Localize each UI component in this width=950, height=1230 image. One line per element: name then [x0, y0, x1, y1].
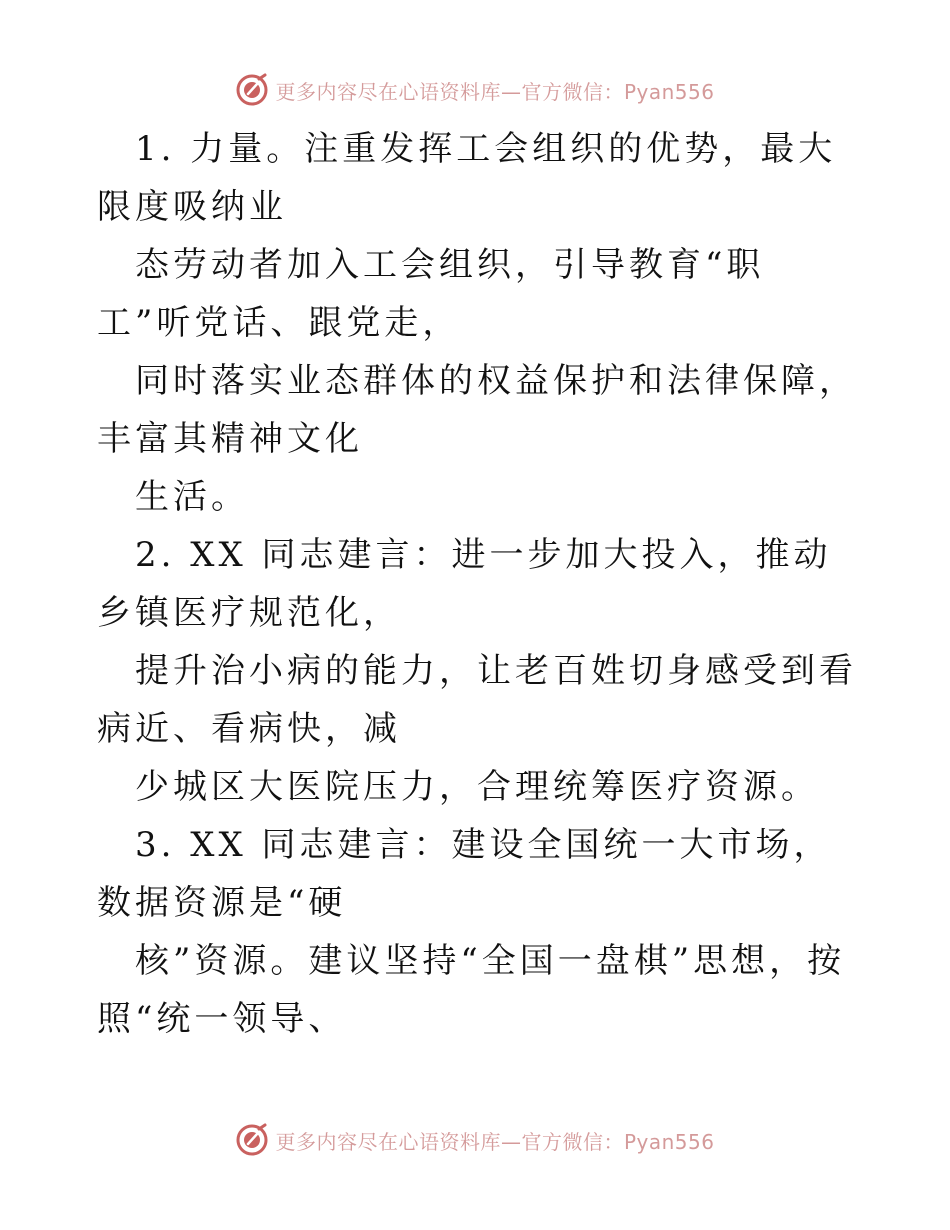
paragraph-4: 生活。	[135, 477, 249, 517]
document-body	[97, 120, 857, 1048]
paragraph-1: 1. 力量。注重发挥工会组织的优势，最大限度吸纳业	[97, 129, 837, 227]
footer-watermark-text: 更多内容尽在心语资料库—官方微信：Pyan556	[275, 1129, 715, 1154]
paragraph-6: 提升治小病的能力，让老百姓切身感受到看病近、看病快，减	[97, 651, 857, 749]
paragraph-5: 2. XX 同志建言：进一步加大投入，推动乡镇医疗规范化，	[97, 535, 832, 633]
paragraph-8: 3. XX 同志建言：建设全国统一大市场，数据资源是“硬	[97, 825, 832, 923]
seal-logo-icon	[235, 73, 269, 107]
paragraph-9: 核”资源。建议坚持“全国一盘棋”思想，按照“统一领导、	[97, 941, 846, 1039]
footer-watermark	[0, 1120, 950, 1160]
paragraph-3: 同时落实业态群体的权益保护和法律保障，丰富其精神文化	[97, 361, 857, 459]
header-watermark-text: 更多内容尽在心语资料库—官方微信：Pyan556	[275, 79, 715, 104]
paragraph-2: 态劳动者加入工会组织，引导教育“职工”听党话、跟党走，	[97, 245, 765, 343]
seal-logo-icon	[235, 1123, 269, 1157]
paragraph-7: 少城区大医院压力，合理统筹医疗资源。	[135, 767, 819, 807]
header-watermark	[0, 70, 950, 110]
